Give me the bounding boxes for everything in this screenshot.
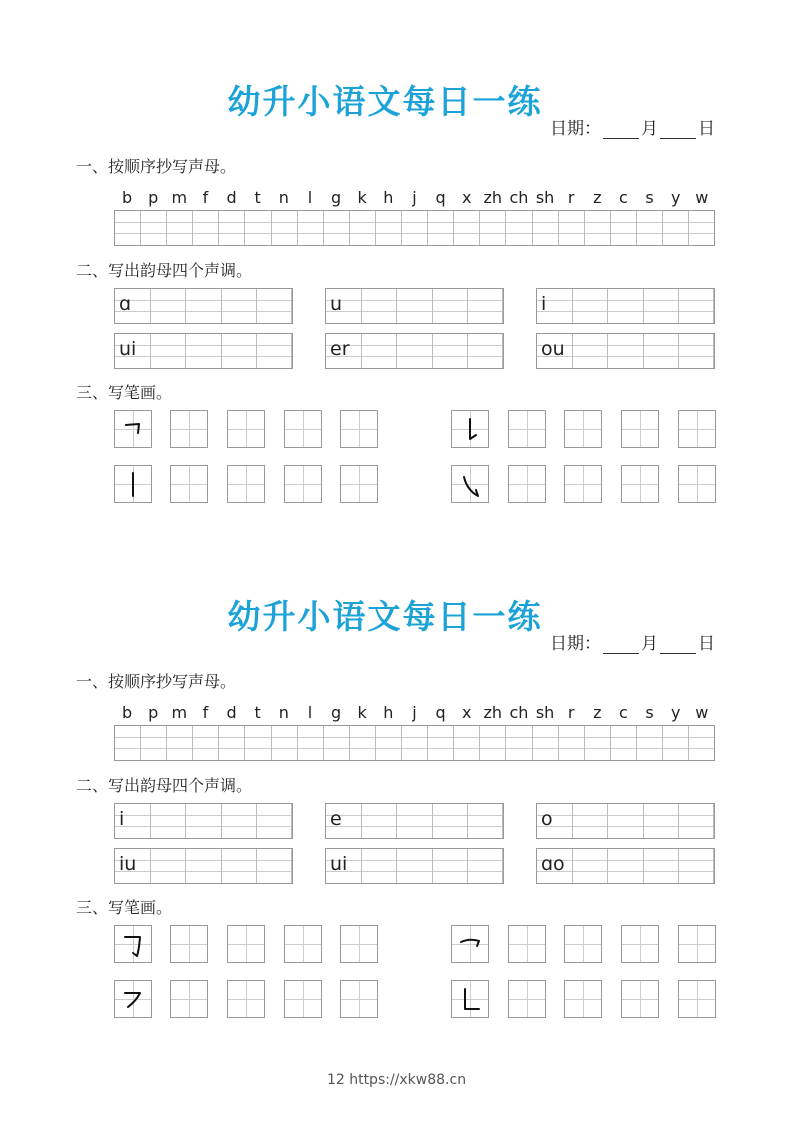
stroke-writing-box[interactable]: [564, 925, 602, 963]
stroke-writing-box[interactable]: [170, 980, 208, 1018]
stroke-writing-box[interactable]: [621, 925, 659, 963]
stroke-sample-box[interactable]: [114, 410, 152, 448]
tone-writing-cell[interactable]: [222, 289, 257, 323]
heng-gou-icon: [452, 926, 488, 962]
tone-writing-cell[interactable]: [186, 849, 221, 883]
writing-cell[interactable]: [272, 726, 298, 760]
worksheet-title: 幼升小语文每日一练: [227, 597, 543, 636]
tone-writing-cell[interactable]: [433, 849, 468, 883]
consonant-letter: n: [278, 703, 289, 722]
vowel-text: e: [330, 808, 342, 830]
tone-writing-cell[interactable]: [468, 334, 503, 368]
stroke-writing-box[interactable]: [340, 465, 378, 503]
writing-cell[interactable]: [219, 726, 245, 760]
tone-writing-cell[interactable]: [397, 289, 432, 323]
tone-writing-cell[interactable]: [433, 804, 468, 838]
vowel-tone-box[interactable]: [325, 333, 504, 369]
tone-writing-cell[interactable]: [397, 334, 432, 368]
stroke-writing-box[interactable]: [227, 410, 265, 448]
vowel-text: ɑo: [541, 853, 565, 875]
stroke-writing-box[interactable]: [227, 925, 265, 963]
section1-heading: 一、按顺序抄写声母。: [76, 157, 237, 176]
date-label: 日期：: [550, 634, 601, 654]
writing-cell[interactable]: [506, 726, 532, 760]
writing-cell[interactable]: [428, 211, 454, 245]
vowel-text: o: [541, 808, 553, 830]
writing-cell[interactable]: [376, 211, 402, 245]
tone-writing-cell[interactable]: [222, 334, 257, 368]
consonant-letter: s: [645, 188, 654, 207]
writing-cell[interactable]: [298, 211, 324, 245]
tone-writing-cell[interactable]: [644, 289, 679, 323]
writing-cell[interactable]: [559, 211, 585, 245]
writing-cell[interactable]: [298, 726, 324, 760]
consonant-letter: r: [567, 188, 575, 207]
tone-writing-cell[interactable]: [433, 334, 468, 368]
writing-cell[interactable]: [637, 726, 663, 760]
heng-pie-icon: [115, 981, 151, 1017]
writing-cell[interactable]: [611, 211, 637, 245]
consonant-letter: p: [148, 703, 159, 722]
stroke-sample-box[interactable]: [114, 980, 152, 1018]
consonant-letter: f: [202, 703, 209, 722]
consonant-letter: g: [330, 703, 342, 722]
tone-writing-cell[interactable]: [573, 849, 608, 883]
stroke-sample-box[interactable]: [114, 925, 152, 963]
consonant-letter: s: [645, 703, 654, 722]
consonant-letter: k: [357, 703, 367, 722]
tone-writing-cell[interactable]: [151, 804, 186, 838]
day-blank[interactable]: [660, 122, 696, 139]
consonant-letter: zh: [483, 703, 503, 722]
tone-writing-cell[interactable]: [186, 334, 221, 368]
consonant-letter: q: [435, 703, 446, 722]
consonant-letters: [114, 703, 715, 725]
stroke-writing-box[interactable]: [170, 465, 208, 503]
stroke-writing-box[interactable]: [621, 465, 659, 503]
consonant-letter: l: [307, 703, 313, 722]
section3-heading: 三、写笔画。: [76, 383, 173, 402]
tone-writing-cell[interactable]: [433, 289, 468, 323]
stroke-writing-box[interactable]: [508, 410, 546, 448]
tone-writing-cell[interactable]: [573, 289, 608, 323]
tone-writing-cell[interactable]: [608, 849, 643, 883]
day-label: 日: [698, 119, 715, 139]
vowel-tone-box[interactable]: [325, 288, 504, 324]
heng-zhe-gou-icon: [115, 926, 151, 962]
month-label: 月: [641, 634, 658, 654]
vowel-tone-box[interactable]: [114, 848, 293, 884]
stroke-writing-box[interactable]: [227, 465, 265, 503]
tone-writing-cell[interactable]: [257, 804, 292, 838]
consonant-letter: c: [619, 188, 628, 207]
stroke-writing-box[interactable]: [284, 925, 322, 963]
tone-writing-cell[interactable]: [362, 289, 397, 323]
tone-writing-cell[interactable]: [468, 804, 503, 838]
shu-ti-icon: [452, 411, 488, 447]
worksheet-2: [0, 515, 793, 975]
stroke-writing-box[interactable]: [564, 980, 602, 1018]
month-blank[interactable]: [603, 122, 639, 139]
consonant-letter: l: [307, 188, 313, 207]
writing-cell[interactable]: [193, 726, 219, 760]
page-footer: 12 https://xkw88.cn: [326, 1072, 467, 1088]
stroke-writing-box[interactable]: [227, 980, 265, 1018]
vowel-tone-box[interactable]: [536, 803, 715, 839]
date-label: 日期：: [550, 119, 601, 139]
tone-writing-cell[interactable]: [644, 804, 679, 838]
consonant-letter: j: [412, 703, 417, 722]
tone-writing-cell[interactable]: [679, 804, 714, 838]
consonant-writing-grid[interactable]: [114, 210, 715, 246]
writing-cell[interactable]: [167, 211, 193, 245]
consonant-letter: zh: [483, 188, 503, 207]
consonant-letter: y: [670, 703, 681, 722]
stroke-sample-box[interactable]: [114, 465, 152, 503]
tone-writing-cell[interactable]: [468, 849, 503, 883]
shu-zhe-icon: [452, 981, 488, 1017]
tone-writing-cell[interactable]: [362, 804, 397, 838]
stroke-writing-box[interactable]: [284, 410, 322, 448]
consonant-letter: sh: [535, 703, 555, 722]
tone-writing-cell[interactable]: [608, 334, 643, 368]
tone-writing-cell[interactable]: [151, 849, 186, 883]
stroke-writing-box[interactable]: [340, 410, 378, 448]
tone-writing-cell[interactable]: [608, 289, 643, 323]
consonant-letter: m: [171, 188, 188, 207]
month-label: 月: [641, 119, 658, 139]
vowel-tone-box[interactable]: [114, 333, 293, 369]
consonant-letter: m: [171, 703, 188, 722]
day-blank[interactable]: [660, 637, 696, 654]
vowel-tone-box[interactable]: [114, 803, 293, 839]
writing-cell[interactable]: [115, 211, 141, 245]
writing-cell[interactable]: [115, 726, 141, 760]
section2-heading: 二、写出韵母四个声调。: [76, 776, 253, 795]
tone-writing-cell[interactable]: [644, 334, 679, 368]
writing-cell[interactable]: [637, 211, 663, 245]
stroke-writing-box[interactable]: [678, 465, 716, 503]
tone-writing-cell[interactable]: [679, 289, 714, 323]
writing-cell[interactable]: [689, 726, 714, 760]
tone-writing-cell[interactable]: [151, 334, 186, 368]
writing-cell[interactable]: [480, 726, 506, 760]
stroke-writing-box[interactable]: [508, 980, 546, 1018]
tone-writing-cell[interactable]: [186, 289, 221, 323]
writing-cell[interactable]: [480, 211, 506, 245]
section2-heading: 二、写出韵母四个声调。: [76, 261, 253, 280]
vowel-tone-box[interactable]: [536, 333, 715, 369]
writing-cell[interactable]: [272, 211, 298, 245]
vowel-text: u: [330, 293, 343, 315]
stroke-writing-box[interactable]: [564, 410, 602, 448]
consonant-letter: k: [357, 188, 367, 207]
tone-writing-cell[interactable]: [257, 289, 292, 323]
vowel-tone-box[interactable]: [325, 803, 504, 839]
tone-writing-cell[interactable]: [362, 334, 397, 368]
section1-heading: 一、按顺序抄写声母。: [76, 672, 237, 691]
writing-cell[interactable]: [454, 211, 480, 245]
writing-cell[interactable]: [193, 211, 219, 245]
tone-writing-cell[interactable]: [257, 849, 292, 883]
writing-cell[interactable]: [245, 726, 271, 760]
section3-heading: 三、写笔画。: [76, 898, 173, 917]
writing-cell[interactable]: [533, 211, 559, 245]
stroke-writing-box[interactable]: [170, 925, 208, 963]
stroke-writing-box[interactable]: [170, 410, 208, 448]
writing-cell[interactable]: [585, 211, 611, 245]
consonant-letter: g: [330, 188, 342, 207]
consonant-letter: r: [567, 703, 575, 722]
writing-cell[interactable]: [611, 726, 637, 760]
writing-cell[interactable]: [402, 211, 428, 245]
consonant-letter: ch: [509, 188, 529, 207]
tone-writing-cell[interactable]: [397, 804, 432, 838]
consonant-letter: d: [226, 188, 237, 207]
consonant-letter: x: [461, 188, 472, 207]
vowel-tone-box[interactable]: [325, 848, 504, 884]
stroke-writing-box[interactable]: [678, 925, 716, 963]
consonant-letter: b: [121, 188, 133, 207]
vowel-tone-box[interactable]: [536, 288, 715, 324]
consonant-copy-area: [114, 703, 715, 761]
writing-cell[interactable]: [376, 726, 402, 760]
writing-cell[interactable]: [663, 726, 689, 760]
month-blank[interactable]: [603, 637, 639, 654]
shu-icon: [115, 466, 151, 502]
worksheet-1: [0, 0, 793, 460]
tone-writing-cell[interactable]: [257, 334, 292, 368]
writing-cell[interactable]: [402, 726, 428, 760]
consonant-letter: f: [202, 188, 209, 207]
consonant-letter: t: [254, 703, 261, 722]
vowel-text: iu: [119, 853, 137, 875]
consonant-letter: ch: [509, 703, 529, 722]
tone-writing-cell[interactable]: [397, 849, 432, 883]
writing-cell[interactable]: [324, 726, 350, 760]
consonant-copy-area: [114, 188, 715, 246]
writing-cell[interactable]: [506, 211, 532, 245]
writing-cell[interactable]: [663, 211, 689, 245]
writing-cell[interactable]: [245, 211, 271, 245]
stroke-writing-box[interactable]: [340, 980, 378, 1018]
tone-writing-cell[interactable]: [679, 849, 714, 883]
writing-cell[interactable]: [350, 726, 376, 760]
tone-writing-cell[interactable]: [573, 804, 608, 838]
stroke-writing-box[interactable]: [340, 925, 378, 963]
consonant-letter: q: [435, 188, 446, 207]
consonant-letter: b: [121, 703, 133, 722]
stroke-writing-box[interactable]: [508, 465, 546, 503]
writing-cell[interactable]: [219, 211, 245, 245]
tone-writing-cell[interactable]: [222, 849, 257, 883]
heng-zhe-icon: [115, 411, 151, 447]
consonant-letter: sh: [535, 188, 555, 207]
consonant-letter: w: [695, 703, 709, 722]
stroke-writing-box[interactable]: [284, 980, 322, 1018]
consonant-letter: w: [695, 188, 709, 207]
stroke-writing-box[interactable]: [508, 925, 546, 963]
stroke-writing-box[interactable]: [678, 410, 716, 448]
vowel-text: ɑ: [119, 293, 132, 315]
vowel-text: er: [330, 338, 350, 360]
vowel-text: ui: [330, 853, 348, 875]
tone-writing-cell[interactable]: [644, 849, 679, 883]
writing-cell[interactable]: [454, 726, 480, 760]
consonant-letter: n: [278, 188, 289, 207]
stroke-writing-box[interactable]: [621, 980, 659, 1018]
consonant-letter: h: [383, 188, 394, 207]
writing-cell[interactable]: [428, 726, 454, 760]
writing-cell[interactable]: [167, 726, 193, 760]
stroke-writing-box[interactable]: [284, 465, 322, 503]
consonant-letter: d: [226, 703, 237, 722]
tone-writing-cell[interactable]: [186, 804, 221, 838]
vowel-text: ou: [541, 338, 565, 360]
day-label: 日: [698, 634, 715, 654]
consonant-letter: z: [593, 703, 602, 722]
tone-writing-cell[interactable]: [679, 334, 714, 368]
consonant-letter: t: [254, 188, 261, 207]
consonant-writing-grid[interactable]: [114, 725, 715, 761]
stroke-writing-box[interactable]: [564, 465, 602, 503]
writing-cell[interactable]: [141, 726, 167, 760]
stroke-writing-box[interactable]: [621, 410, 659, 448]
consonant-letter: z: [593, 188, 602, 207]
writing-cell[interactable]: [533, 726, 559, 760]
vowel-tone-box[interactable]: [114, 288, 293, 324]
writing-cell[interactable]: [141, 211, 167, 245]
consonant-letter: j: [412, 188, 417, 207]
stroke-sample-box[interactable]: [451, 410, 489, 448]
consonant-letter: p: [148, 188, 159, 207]
writing-cell[interactable]: [585, 726, 611, 760]
stroke-sample-box[interactable]: [451, 980, 489, 1018]
consonant-letter: y: [670, 188, 681, 207]
vowel-text: i: [119, 808, 125, 830]
tone-writing-cell[interactable]: [468, 289, 503, 323]
tone-writing-cell[interactable]: [608, 804, 643, 838]
consonant-letter: c: [619, 703, 628, 722]
tone-writing-cell[interactable]: [222, 804, 257, 838]
vowel-text: ui: [119, 338, 137, 360]
writing-cell[interactable]: [689, 211, 714, 245]
stroke-writing-box[interactable]: [678, 980, 716, 1018]
wo-gou-icon: [452, 466, 488, 502]
date-line: [550, 114, 715, 139]
consonant-letters: [114, 188, 715, 210]
consonant-letter: h: [383, 703, 394, 722]
stroke-sample-box[interactable]: [451, 465, 489, 503]
writing-cell[interactable]: [559, 726, 585, 760]
tone-writing-cell[interactable]: [151, 289, 186, 323]
stroke-sample-box[interactable]: [451, 925, 489, 963]
worksheet-title: 幼升小语文每日一练: [227, 82, 543, 121]
writing-cell[interactable]: [350, 211, 376, 245]
vowel-text: i: [541, 293, 547, 315]
tone-writing-cell[interactable]: [573, 334, 608, 368]
writing-cell[interactable]: [324, 211, 350, 245]
vowel-tone-box[interactable]: [536, 848, 715, 884]
tone-writing-cell[interactable]: [362, 849, 397, 883]
consonant-letter: x: [461, 703, 472, 722]
date-line: [550, 629, 715, 654]
